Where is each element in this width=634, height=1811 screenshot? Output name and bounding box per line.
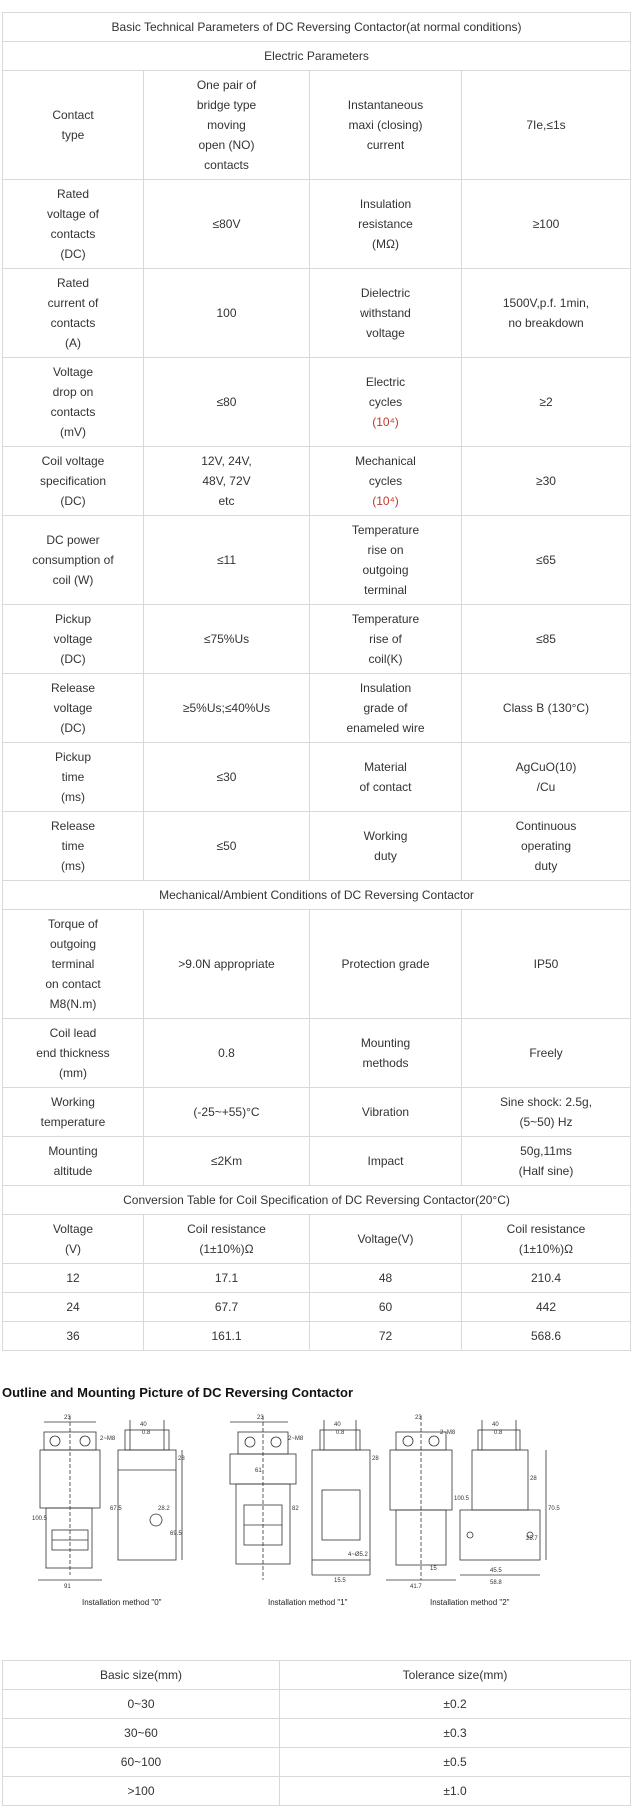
cell-line: outgoing (49, 937, 97, 951)
caption-method-0: Installation method "0" (82, 1598, 162, 1607)
table-cell (3, 1264, 144, 1293)
cell-line: (-25~+55)°C (193, 1105, 260, 1119)
table-cell (462, 1088, 631, 1137)
cell-line: Instantaneous (347, 98, 424, 112)
cell-line: 48V, 72V (202, 474, 251, 488)
table-row (3, 605, 631, 674)
spec-table-wrapper (2, 12, 630, 1351)
caption-method-1: Installation method "1" (268, 1598, 348, 1607)
cell-line: current of (47, 296, 99, 310)
cell-line: ≤85 (536, 632, 556, 646)
table-cell (3, 71, 144, 180)
table-cell (310, 1264, 462, 1293)
cell-line: Coil resistance (506, 1222, 586, 1236)
cell-line: contacts (50, 316, 96, 330)
cell-line: coil(K) (368, 652, 403, 666)
cell-line: (DC) (60, 494, 86, 508)
caption-method-2: Installation method "2" (430, 1598, 510, 1607)
cell-line: withstand (360, 306, 411, 320)
cell-line: Dielectric (360, 286, 411, 300)
cell-line: (10⁴) (372, 494, 399, 508)
cell-line: open (NO) (198, 138, 255, 152)
table-cell (462, 812, 631, 881)
table-cell (144, 605, 310, 674)
cell-line: Coil resistance (187, 1222, 266, 1236)
coil-conversion-header: Conversion Table for Coil Specification of DC Reversing Contactor(20°C) (3, 1186, 631, 1215)
table-cell (3, 910, 144, 1019)
cell-line: 1500V,p.f. 1min, (502, 296, 590, 310)
dim-label: 23 (64, 1415, 71, 1421)
table-cell (144, 447, 310, 516)
cell-line: ≤2Km (210, 1154, 243, 1168)
cell-line: Temperature (351, 612, 420, 626)
dim-label: 28.2 (158, 1506, 170, 1512)
table-row (3, 1088, 631, 1137)
dim-label: 0.8 (142, 1430, 151, 1436)
dim-label: 91 (64, 1584, 71, 1590)
cell-line: no breakdown (508, 316, 584, 330)
table-row (3, 674, 631, 743)
cell-line: (A) (65, 336, 81, 350)
table-cell (3, 605, 144, 674)
cell-line: M8(N.m) (49, 997, 97, 1011)
table-row (3, 447, 631, 516)
section-header-row (3, 1186, 631, 1215)
cell-line: /Cu (536, 780, 556, 794)
cell-line: Working (51, 1095, 95, 1109)
cell-line: Freely (529, 1046, 563, 1060)
table-row (3, 1137, 631, 1186)
table-row (3, 1215, 631, 1264)
cell-line: voltage (53, 632, 93, 646)
cell-line: (ms) (61, 859, 85, 873)
dim-label: 25.7 (526, 1536, 538, 1542)
table-cell (462, 605, 631, 674)
table-cell: 30~60 (3, 1719, 280, 1748)
table-cell (144, 1088, 310, 1137)
table-row (3, 358, 631, 447)
dim-label: 15.5 (334, 1578, 346, 1584)
dim-label: 2~M8 (440, 1430, 456, 1436)
cell-line: Mounting (360, 1036, 411, 1050)
cell-line: (mV) (60, 425, 86, 439)
table-cell (310, 1019, 462, 1088)
table-cell (3, 180, 144, 269)
cell-line: ≤80V (212, 217, 241, 231)
cell-line: 67.7 (214, 1300, 239, 1314)
cell-line: voltage of (46, 207, 100, 221)
cell-line: voltage (53, 701, 93, 715)
table-cell (310, 516, 462, 605)
cell-line: IP50 (533, 957, 559, 971)
table-cell (310, 1293, 462, 1322)
table-cell (310, 812, 462, 881)
cell-line: (V) (65, 1242, 81, 1256)
table-cell (462, 180, 631, 269)
table-row (3, 1719, 631, 1748)
table-cell (462, 447, 631, 516)
cell-line: voltage (366, 326, 405, 340)
table-cell (310, 1137, 462, 1186)
table-row (3, 1748, 631, 1777)
table-cell: ±0.2 (280, 1690, 631, 1719)
cell-line: Insulation (359, 681, 412, 695)
cell-line: etc (218, 494, 235, 508)
table-cell (3, 1322, 144, 1351)
table-cell (3, 447, 144, 516)
cell-line: contacts (204, 158, 249, 172)
cell-line: Impact (367, 1154, 404, 1168)
table-cell (310, 674, 462, 743)
table-cell (310, 1215, 462, 1264)
cell-line: ≤11 (216, 553, 237, 567)
dim-label: 23 (415, 1415, 422, 1421)
table-cell (144, 674, 310, 743)
cell-line: grade of (363, 701, 408, 715)
dim-label: 28 (372, 1456, 379, 1462)
table-cell (462, 71, 631, 180)
cell-line: ≥30 (536, 474, 556, 488)
dim-label: 58.8 (490, 1580, 502, 1586)
dim-label: 23 (257, 1415, 264, 1421)
dim-label: 67.5 (110, 1506, 122, 1512)
table-cell (462, 674, 631, 743)
table-cell (144, 180, 310, 269)
table-cell (144, 1019, 310, 1088)
table-row (3, 269, 631, 358)
table-cell (3, 358, 144, 447)
cell-line: 0.8 (218, 1046, 235, 1060)
table-cell: 0~30 (3, 1690, 280, 1719)
cell-line: Voltage (52, 365, 94, 379)
table-cell (310, 447, 462, 516)
dim-label: 40 (334, 1422, 341, 1428)
cell-line: ≤30 (216, 770, 237, 784)
cell-line: of contact (359, 780, 412, 794)
table-cell (462, 1264, 631, 1293)
cell-line: time (61, 770, 85, 784)
cell-line: ≥100 (532, 217, 560, 231)
cell-line: (1±10%)Ω (199, 1242, 254, 1256)
cell-line: Mechanical (355, 454, 416, 468)
table-cell (462, 910, 631, 1019)
cell-line: Contact (52, 108, 94, 122)
cell-line: 60 (378, 1300, 393, 1314)
table-cell (144, 1264, 310, 1293)
cell-line: DC power (46, 533, 100, 547)
cell-line: One pair of (196, 78, 257, 92)
cell-line: operating (520, 839, 572, 853)
table-cell (3, 1137, 144, 1186)
cell-line: Insulation (359, 197, 412, 211)
table-cell (144, 1293, 310, 1322)
cell-line: Coil lead (49, 1026, 97, 1040)
column-header: Basic size(mm) (3, 1661, 280, 1690)
table-cell (462, 358, 631, 447)
cell-line: (mm) (59, 1066, 87, 1080)
outline-drawings (30, 1410, 610, 1610)
cell-line: duty (534, 859, 558, 873)
table-cell (462, 1293, 631, 1322)
outline-heading: Outline and Mounting Picture of DC Reversing Contactor (2, 1385, 354, 1400)
section-header-row (3, 881, 631, 910)
cell-line: 568.6 (530, 1329, 562, 1343)
cell-line: moving (207, 118, 246, 132)
dim-label: 0.8 (494, 1430, 503, 1436)
cell-line: drop on (52, 385, 94, 399)
table-cell (3, 1088, 144, 1137)
tolerance-header-row (3, 1661, 631, 1690)
section-header-row (3, 42, 631, 71)
table-row (3, 1777, 631, 1806)
cell-line: terminal (51, 957, 95, 971)
table-row (3, 1293, 631, 1322)
cell-line: terminal (364, 583, 407, 597)
dim-label: 61 (255, 1468, 262, 1474)
table-cell (310, 605, 462, 674)
table-title: Basic Technical Parameters of DC Reversing Contactor(at normal conditions) (3, 13, 631, 42)
cell-line: (Half sine) (518, 1164, 574, 1178)
table-cell: >100 (3, 1777, 280, 1806)
table-row (3, 1690, 631, 1719)
cell-line: Voltage (52, 1222, 94, 1236)
mechanical-conditions-header: Mechanical/Ambient Conditions of DC Reversing Contactor (3, 881, 631, 910)
cell-line: 12 (66, 1271, 80, 1285)
dim-label: 100.5 (454, 1496, 470, 1502)
cell-line: (1±10%)Ω (518, 1242, 574, 1256)
table-cell (3, 1293, 144, 1322)
cell-line: Release (50, 819, 96, 833)
tolerance-table-wrapper (2, 1660, 630, 1806)
table-cell (310, 910, 462, 1019)
table-cell (3, 743, 144, 812)
cell-line: ≥5%Us;≤40%Us (182, 701, 271, 715)
dim-label: 15 (430, 1566, 437, 1572)
dim-label: 40 (492, 1422, 499, 1428)
table-cell (310, 269, 462, 358)
table-cell (462, 269, 631, 358)
cell-line: ≤50 (216, 839, 237, 853)
table-row (3, 743, 631, 812)
table-cell (310, 1088, 462, 1137)
cell-line: (ms) (61, 790, 85, 804)
table-cell (144, 269, 310, 358)
table-cell (144, 1137, 310, 1186)
cell-line: ≤65 (536, 553, 556, 567)
table-cell (462, 516, 631, 605)
cell-line: methods (362, 1056, 409, 1070)
cell-line: cycles (368, 395, 403, 409)
cell-line: Sine shock: 2.5g, (499, 1095, 593, 1109)
cell-line: (MΩ) (372, 237, 399, 251)
table-cell (462, 1215, 631, 1264)
table-cell (462, 1137, 631, 1186)
cell-line: 50g,11ms (520, 1144, 572, 1158)
table-row (3, 1322, 631, 1351)
dim-label: 2~M8 (288, 1436, 304, 1442)
table-cell (144, 71, 310, 180)
cell-line: 100 (216, 306, 237, 320)
dim-label: 0.8 (336, 1430, 345, 1436)
cell-line: Release (50, 681, 96, 695)
table-cell: 60~100 (3, 1748, 280, 1777)
table-cell (3, 674, 144, 743)
cell-line: (DC) (60, 247, 86, 261)
table-row (3, 180, 631, 269)
technical-parameters-table (2, 12, 631, 1351)
cell-line: Rated (56, 187, 90, 201)
table-cell (144, 1322, 310, 1351)
cell-line: coil (W) (52, 573, 94, 587)
table-row (3, 1264, 631, 1293)
cell-line: 24 (66, 1300, 80, 1314)
table-cell (3, 812, 144, 881)
cell-line: ≤80 (216, 395, 237, 409)
table-cell (3, 269, 144, 358)
table-cell (310, 743, 462, 812)
cell-line: on contact (45, 977, 101, 991)
table-cell (462, 1322, 631, 1351)
table-cell (3, 516, 144, 605)
cell-line: cycles (368, 474, 403, 488)
dim-label: 4~Ø5.2 (348, 1552, 368, 1558)
table-cell (144, 1215, 310, 1264)
cell-line: Continuous (515, 819, 577, 833)
table-cell (462, 1019, 631, 1088)
cell-line: altitude (53, 1164, 93, 1178)
cell-line: ≤75%Us (203, 632, 250, 646)
table-cell (144, 910, 310, 1019)
table-cell: ±0.3 (280, 1719, 631, 1748)
cell-line: Pickup (54, 612, 92, 626)
table-cell (310, 71, 462, 180)
cell-line: (DC) (60, 652, 86, 666)
cell-line: resistance (358, 217, 413, 231)
dim-label: 28 (530, 1476, 537, 1482)
cell-line: Torque of (47, 917, 99, 931)
cell-line: temperature (40, 1115, 106, 1129)
cell-line: 7Ie,≤1s (526, 118, 566, 132)
cell-line: rise of (369, 632, 402, 646)
table-cell (144, 812, 310, 881)
cell-line: type (61, 128, 85, 142)
cell-line: AgCuO(10) (515, 760, 577, 774)
cell-line: enameled wire (346, 721, 425, 735)
cell-line: bridge type (196, 98, 257, 112)
table-cell (144, 358, 310, 447)
cell-line: 442 (535, 1300, 557, 1314)
cell-line: Protection grade (341, 957, 430, 971)
dim-label: 45.5 (490, 1568, 502, 1574)
cell-line: Coil voltage (41, 454, 105, 468)
table-cell (310, 180, 462, 269)
cell-line: outgoing (362, 563, 409, 577)
table-cell (462, 743, 631, 812)
cell-line: (5~50) Hz (519, 1115, 573, 1129)
cell-line: contacts (50, 227, 96, 241)
dim-label: 70.5 (548, 1506, 560, 1512)
cell-line: 72 (378, 1329, 393, 1343)
cell-line: Vibration (361, 1105, 410, 1119)
cell-line: 17.1 (214, 1271, 239, 1285)
cell-line: 48 (378, 1271, 393, 1285)
cell-line: Electric (365, 375, 406, 389)
dim-label: 69.5 (170, 1531, 182, 1537)
table-cell (144, 743, 310, 812)
dim-label: 40 (140, 1422, 147, 1428)
table-cell (310, 1322, 462, 1351)
table-row (3, 71, 631, 180)
cell-line: maxi (closing) (348, 118, 423, 132)
table-row (3, 910, 631, 1019)
table-cell: ±0.5 (280, 1748, 631, 1777)
table-row (3, 1019, 631, 1088)
cell-line: end thickness (36, 1046, 110, 1060)
cell-line: time (61, 839, 85, 853)
table-cell (3, 1019, 144, 1088)
cell-line: 36 (66, 1329, 80, 1343)
cell-line: (10⁴) (372, 415, 399, 429)
tolerance-table (2, 1660, 631, 1806)
dim-label: 2~M8 (100, 1436, 116, 1442)
table-cell (144, 516, 310, 605)
cell-line: Material (364, 760, 407, 774)
cell-line: ≥2 (539, 395, 553, 409)
cell-line: Working (363, 829, 408, 843)
section-header-row (3, 13, 631, 42)
cell-line: (DC) (60, 721, 86, 735)
electric-parameters-header: Electric Parameters (3, 42, 631, 71)
cell-line: 12V, 24V, (201, 454, 252, 468)
cell-line: Mounting (48, 1144, 98, 1158)
dim-label: 100.5 (32, 1516, 48, 1522)
cell-line: 161.1 (211, 1329, 242, 1343)
cell-line: Temperature (351, 523, 420, 537)
cell-line: Pickup (54, 750, 92, 764)
cell-line: >9.0N appropriate (178, 957, 275, 971)
cell-line: specification (39, 474, 107, 488)
column-header: Tolerance size(mm) (280, 1661, 631, 1690)
cell-line: 210.4 (530, 1271, 562, 1285)
table-row (3, 812, 631, 881)
dim-label: 41.7 (410, 1584, 422, 1590)
dim-label: 82 (292, 1506, 299, 1512)
cell-line: current (366, 138, 405, 152)
table-cell (310, 358, 462, 447)
cell-line: Voltage(V) (357, 1232, 414, 1246)
table-cell: ±1.0 (280, 1777, 631, 1806)
dim-label: 28 (178, 1456, 185, 1462)
table-row (3, 516, 631, 605)
cell-line: Rated (56, 276, 90, 290)
table-cell (3, 1215, 144, 1264)
cell-line: duty (374, 849, 397, 863)
cell-line: consumption of (32, 553, 114, 567)
cell-line: contacts (50, 405, 96, 419)
cell-line: Class B (130°C) (502, 701, 590, 715)
cell-line: rise on (367, 543, 404, 557)
